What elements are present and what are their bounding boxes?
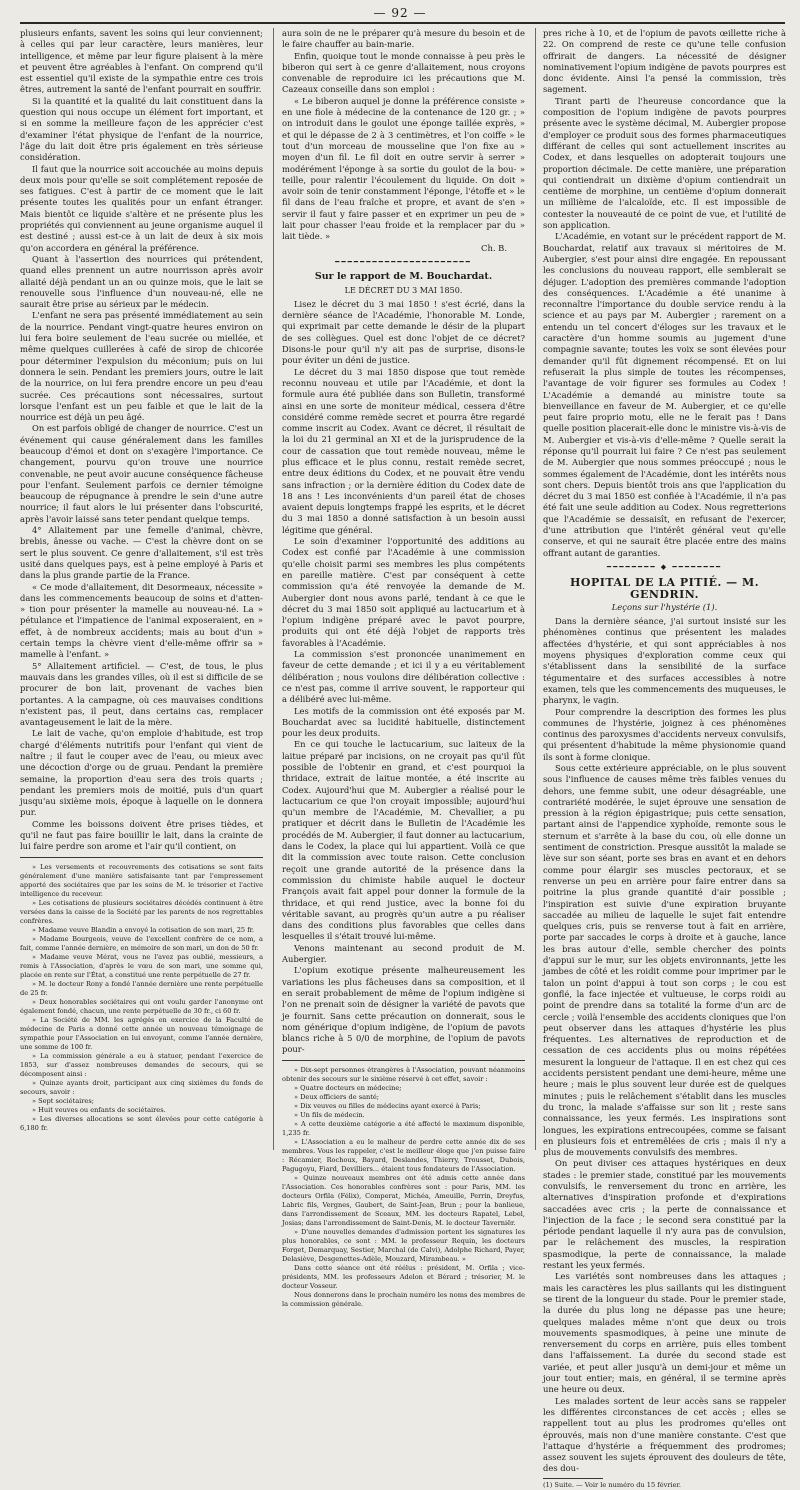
decorative-separator: ━━━━━━━━ ◆ ━━━━━━━━ <box>606 562 723 571</box>
column-2 <box>282 28 525 1308</box>
footnote-line: » Quinze nouveaux membres ont été admis cette année dans l'Association. Ces honorables confrères sont : pour Paris, MM. les docteurs Orfila (Félix), Comperat, Michéa, Ameuille, Perrin, Dreyfus, Labric fils, Vergnes, Gaubert, de Saint-Jean, Brun ; pour la banlieue, dans l'arrondissement de Sceaux, MM. les docteurs Rapatel, Lebel, Josias; dans l'arrondissement de Saint-Denis, M. le docteur Taverniër. <box>282 1173 525 1227</box>
col1-paragraph: L'enfant ne sera pas présenté immédiatement au sein de la nourrice. Pendant vingt-quatre heures environ on lui fera boire seulement de l'eau sucrée ou miellée, et même quelques cuillerées à café de sirop de chicorée pour déterminer l'expulsion du méconium; puis on lui donnera le sein. Pendant les premiers jours, outre le lait de la nourrice, on lui fera prendre encore un peu d'eau sucrée. Ces précautions sont nécessaires, surtout lorsque l'enfant est un peu faible et que le lait de la nourrice est déjà un peu âgé. <box>20 310 263 423</box>
col3-paragraph: Les malades sortent de leur accès sans se rappeler les différentes circonstances de cet accès ; elles se rappellent tout au plus les prodromes qu'elles ont éprouvés, mais non d'une manière constante. C'est que l'attaque d'hystérie a fréquemment des prodromes; assez souvent les sujets éprouvent des douleurs de tête, des dou- <box>543 1395 786 1474</box>
section-title: Sur le rapport de M. Bouchardat. <box>314 271 493 283</box>
footnote-line: » Madame veuve Blandin a envoyé la cotisation de son mari, 25 fr. <box>32 925 255 934</box>
footnote-line: » Dix-sept personnes étrangères à l'Association, pouvant néanmoins obtenir des secours sur le sixième réservé à cet effet, savoir : <box>282 1065 525 1083</box>
footnote-line: » Un fils de médecin. <box>294 1110 365 1119</box>
col1-paragraph: 4° Allaitement par une femelle d'animal, chèvre, brebis, ânesse ou vache. — C'est la chèvre dont on se sert le plus souvent. Ce genre d'allaitement, s'il est très usité dans quelques pays, est à peine employé à Paris et dans la plus grande partie de la France. <box>20 525 263 581</box>
footnote-line: » Huit veuves ou enfants de sociétaires. <box>32 1105 166 1114</box>
col2-paragraph: L'opium exotique présente malheureusement les variations les plus fâcheuses dans sa composition, et il en serait probablement de même de l'opium indigène si l'on ne prenait soin de désigner la variété de pavots que je fournit. Sans cette précaution on donnerait, sous le nom générique d'opium indigène, de l'opium de pavots blancs riche à 5 0/0 de morphine, de l'opium de pavots pour- <box>282 965 525 1055</box>
column-1 <box>20 28 263 1148</box>
footnote-line: » Les cotisations de plusieurs sociétaires décédés continuent à être versées dans la caisse de la Société par les parents de nos regrettables confrères. <box>20 898 263 925</box>
section-title: HOPITAL DE LA PITIÉ. — M. GENDRIN. <box>569 576 760 601</box>
footnote-line: » Les versements et recouvrements des cotisations se sont faits généralement d'une manière satisfaisante tant par l'empressement apporté des sociétaires que par les soins de M. le trésorier et l'active intelligence du receveur. <box>20 862 263 898</box>
col3-paragraph: Dans la dernière séance, j'ai surtout insisté sur les phénomènes continus que présentent les malades affectées d'hystérie, et qui sont appréciables à nos moyens physiques d'exploration comme ceux qui s'établissent dans la sensibilité de la surface tégumentaire et des surfaces accessibles à notre examen, tels que les commencements des muqueuses, le pharynx, le vagin. <box>543 616 786 706</box>
col1-paragraph: plusieurs enfants, savent les soins qui leur conviennent; à celles qui par leur caractère, leurs manières, leur intelligence, et même par leur figure plaisent à la mère et peuvent être agréables à l'enfant. On comprend qu'il est essentiel qu'il existe de la sympathie entre ces trois êtres, autrement la santé de l'enfant pourrait en souffrir. <box>20 28 263 95</box>
col1-paragraph: Quant à l'assertion des nourrices qui prétendent, quand elles prennent un autre nourrisson après avoir allaité déjà pendant un an ou quinze mois, que le lait se renouvelle sous l'influence d'un nouveau-né, elle ne saurait être prise au sérieux par le médecin. <box>20 253 263 310</box>
col2-paragraph: Enfin, quoique tout le monde connaisse à peu près le biberon qui sert à ce genre d'allaitement, nous croyons convenable de reproduire ici les précautions que M. Cazeaux conseille dans son emploi : <box>282 50 525 95</box>
col3-paragraph: Sous cette extérieure appréciable, on le plus souvent sous l'influence de causes même très faibles venues du dehors, une femme subit, une odeur désagréable, une contrariété modérée, le sujet éprouve une sensation de pression à la région épigastrique; puis cette sensation, partant ainsi de l'appendice xyphoïde, remonte sous le sternum et s'arrête à la base du cou, où elle donne un sentiment de constriction. Presque aussitôt la malade se lève sur son séant, porte ses bras en avant et en dehors comme pour élargir ses muscles pectoraux, et se renverse un peu en arrière pour faire entrer dans sa poitrine la plus grande quantité d'air possible ; l'inspiration est suivie d'une expiration bruyante saccadée au milieu de laquelle le sujet fait entendre quelques cris, puis se renverse tout à fait en arrière, porte par saccades le corps à droite et à gauche, lance les bras autour d'elle, semble chercher des points d'appui sur le mur, sur les objets environnants, jette les jambes de côté et les roidit comme pour imprimer par le talon un point d'appui à tout son corps ; le cou est gonflé, la face injectée et vultueuse, le corps roidi au point de prendre dans sa totalité la forme d'un arc de cercle ; voilà l'ensemble des accidents cloniques que l'on peut observer dans les attaques d'hystérie les plus fréquentes. Les alternatives de reproduction et de cessation de ces accidents plus ou moins répétées mesurent la longueur de l'attaque. Il en est chez qui ces accidents persistent pendant une demi-heure, même une heure ; mais le plus souvent leur durée est de quelques minutes ; puis le relâchement s'établit dans les muscles du tronc, la malade s'affaisse sur son lit ; reste sans connaissance, les yeux fermés. Les inspirations sont longues, les expirations entrecoupées, comme se faisant en plusieurs fois et entremêlées de cris ; mais il n'y a plus de mouvements convulsifs des membres. <box>543 763 786 1158</box>
section-subtitle: Leçons sur l'hystérie (1). <box>611 601 718 612</box>
column-divider-2 <box>535 28 536 1150</box>
footnote-line: » Les diverses allocations se sont élevées pour cette catégorie à 6,180 fr. <box>20 1114 263 1132</box>
col2-paragraph: aura soin de ne le préparer qu'à mesure du besoin et de le faire chauffer au bain-marie. <box>282 28 525 50</box>
footnote-line: » D'une nouvelles demandes d'admission portent les signatures les plus honorables, ce sont : MM. le professeur Requin, les docteurs Forget, Demarquay, Sestier, Marchal (de Calvi), Adolphe Richard, Payer, Delasiève, Desgenettes-Adèle, Mouzard, Mirambeau. » <box>282 1227 525 1263</box>
section-subtitle: LE DÉCRET DU 3 MAI 1850. <box>344 285 463 295</box>
col3-paragraph: Tirant parti de l'heureuse concordance que la composition de l'opium indigène de pavots pourpres présente avec le système décimal, M. Aubergier propose d'employer ce produit sous des formes pharmaceutiques différant de celles qui sont actuellement inscrites au Codex, et dans lesquelles on adopterait toujours une proportion décimale. De cette manière, une préparation qui contiendrait un dixième d'opium contiendrait un centième de morphine, un centième d'opium donnerait un millième de l'alcaloïde, etc. Il est impossible de contester la nouveauté de ce point de vue, et l'utilité de son application. <box>543 95 786 231</box>
article-signature: Ch. B. <box>481 242 507 253</box>
col2-paragraph: Le décret du 3 mai 1850 dispose que tout remède reconnu nouveau et utile par l'Académie, et dont la formule aura été publiée dans son Bulletin, transformé ainsi en une sorte de moniteur médical, cessera d'être considéré comme remède secret et pourra être regardé comme inscrit au Codex. Avant ce décret, il résultait de la loi du 21 germinal an XI et de la jurisprudence de la cour de cassation que tout remède nouveau, même le plus efficace et le plus connu, restait remède secret, entre deux éditions du Codex, et ne pouvait être vendu sans infraction ; or la dernière édition du Codex date de 18 ans ! Les inconvénients d'un pareil état de choses avaient depuis longtemps frappé les esprits, et le décret du 3 mai 1850 a donné satisfaction à un besoin aussi légitime que général. <box>282 366 525 535</box>
footnote-line: » Dix veuves ou filles de médecins ayant exercé à Paris; <box>294 1101 481 1110</box>
col3-footnote-rule <box>543 1478 603 1479</box>
footnote-line: (1) Suite. — Voir le numéro du 15 février. <box>543 1480 682 1489</box>
header-rule <box>20 22 785 24</box>
col2-paragraph: Lisez le décret du 3 mai 1850 ! s'est écrié, dans la dernière séance de l'Académie, l'honorable M. Londe, qui exprimait par cette demande le désir de la plupart de ses collègues. Quel est donc l'objet de ce décret? Disons-le pour qu'il n'y ait pas de surprise, disons-le pour éviter un déni de justice. <box>282 298 525 366</box>
footnote-line: » Quinze ayants droit, participant aux cinq sixièmes du fonds de secours, savoir : <box>20 1078 263 1096</box>
col2-footnote-rule <box>282 1060 525 1061</box>
col3-paragraph: On peut diviser ces attaques hystériques en deux stades : le premier stade, constitué par les mouvements convulsifs, le renversement du tronc en arrière, les alternatives d'inspiration profonde et d'expirations saccadées avec cris ; la perte de connaissance et l'injection de la face ; le second sera constitué par la période pendant laquelle il n'y aura pas de convulsion, par le relâchement des muscles, la respiration spasmodique, la perte de connaissance, la malade restant les yeux fermés. <box>543 1158 786 1271</box>
col1-paragraph: « Ce mode d'allaitement, dit Desormeaux, nécessite » dans les commencements beaucoup de soins et d'atten- » tion pour présenter la mamelle au nouveau-né. La » pétulance et l'impatience de l'animal exposeraient, en » effet, à de nombreux accidents; mais au bout d'un » certain temps la chèvre vient d'elle-même offrir sa » mamelle à l'enfant. » <box>20 581 263 660</box>
col3-paragraph: Pour comprendre la description des formes les plus communes de l'hystérie, joignez à ces phénomènes continus des paroxysmes d'accidents nerveux convulsifs, qui présentent d'habitude la même physionomie quand ils sont à forme clonique. <box>543 706 786 762</box>
col2-paragraph: Le soin d'examiner l'opportunité des additions au Codex est confié par l'Académie à une commission qu'elle choisit parmi ses membres les plus compétents en pareille matière. C'est par conséquent à cette commission qu'a été renvoyée la demande de M. Aubergier dont nous avons parlé, tendant à ce que le décret du 3 mai 1850 soit appliqué au lactucarium et à l'opium indigène préparé avec le pavot pourpre, produits qui ont été déjà l'objet de rapports très favorables à l'Académie. <box>282 536 525 648</box>
footnote-line: Dans cette séance ont été réélus : président, M. Orfila ; vice-présidents, MM. les professeurs Adelon et Bérard ; trésorier, M. le docteur Vosseur. <box>282 1263 525 1290</box>
col1-paragraph: 5° Allaitement artificiel. — C'est, de tous, le plus mauvais dans les grandes villes, où il est si difficile de se procurer de bon lait, provenant de vaches bien portantes. A la campagne, où ces mauvaises conditions n'existent pas, il peut, dans certains cas, remplacer avantageusement le lait de la mère. <box>20 660 263 728</box>
col2-footnotes <box>282 1066 525 1309</box>
col2-paragraph: En ce qui touche le lactucarium, suc laiteux de la laitue préparé par incisions, on ne croyait pas qu'il fût possible de l'obtenir en grand, et c'est pourquoi la thridace, extrait de laitue montée, a été inscrite au Codex. Aujourd'hui que M. Aubergier a réalisé pour le lactucarium ce que l'on croyait impossible; aujourd'hui qu'un membre de l'Académie, M. Chevallier, a pu pratiquer et décrit dans le Bulletin de l'Académie les procédés de M. Aubergier, il faut donner au lactucarium, dans le Codex, la place qui lui appartient. Voilà ce que dit la commission avec toute raison. Cette conclusion reçoit une grande autorité de la présence dans la commission du chimiste habile auquel le docteur François avait fait appel pour donner la formule de la thridace, et qui rend justice, avec la bonne foi du véritable savant, au progrès qu'un autre a pu réaliser dans des conditions plus favorables que celles dans lesquelles il s'était trouvé lui-même. <box>282 739 525 942</box>
decorative-separator: ━━━━━━━━━━━━━━━━━━━━━━ <box>335 257 472 266</box>
footnote-line: Nous donnerons dans le prochain numéro les noms des membres de la commission générale. <box>282 1290 525 1308</box>
col1-paragraph: Si la quantité et la qualité du lait constituent dans la question qui nous occupe un élément fort important, et si en somme la meilleure façon de les apprécier c'est d'examiner l'état physique de l'enfant de la nourrice, l'âge du lait doit être pris également en très sérieuse considération. <box>20 95 263 163</box>
footnote-line: » Deux officiers de santé; <box>294 1092 380 1101</box>
footnote-line: » L'Association a eu le malheur de perdre cette année dix de ses membres. Vous les rappeler, c'est le meilleur éloge que j'en puisse faire : Récamier, Rochoux, Bayard, Deslandes, Thierry, Trousset, Dubois, Pagugoyu, Fiard, Devilliers... étaient tous fondateurs de l'Association. <box>282 1137 525 1173</box>
footnote-line: » La commission générale a eu à statuer, pendant l'exercice de 1853, sur d'assez nombreuses demandes de secours, qui se décomposent ainsi : <box>20 1051 263 1078</box>
column-divider-1 <box>273 28 274 1150</box>
footnote-line: » Deux honorables sociétaires qui ont voulu garder l'anonyme ont également fondé, chacun, une rente perpétuelle de 30 fr., ci 60 fr. <box>20 997 263 1015</box>
col1-paragraph: Il faut que la nourrice soit accouchée au moins depuis deux mois pour qu'elle se soit complétement reposée de ses fatigues. C'est à partir de ce moment que le lait présente toutes les qualités pour un enfant étranger. Mais bientôt ce liquide s'altère et ne présente plus les propriétés qui conviennent au jeune organisme auquel il est destiné ; aussi est-ce à un lait de deux à six mois qu'on accordera en général la préférence. <box>20 163 263 253</box>
footnote-line: » A cette deuxième catégorie a été affecté le maximum disponible, 1,235 fr. <box>282 1119 525 1137</box>
col2-paragraph: Venons maintenant au second produit de M. Aubergier. <box>282 942 525 965</box>
col1-paragraph: Comme les boissons doivent être prises tièdes, et qu'il ne faut pas faire bouillir le lait, dans la crainte de lui faire perdre son arome et l'air qu'il contient, on <box>20 818 263 852</box>
col2-quote: « Le biberon auquel je donne la préférence consiste » en une fiole à médecine de la contenance de 120 gr. ; » on introduit dans le goulot une éponge taillée exprès, » et qui le dépasse de 2 à 3 centimètres, et l'on coiffe » le tout d'un morceau de mousseline que l'on fixe au » moyen d'un fil. Le fil doit en outre servir à serrer » modérément l'éponge à sa sortie du goulot de la bou- » teille, pour ralentir l'écoulement du liquide. On doit » avoir soin de tenir constamment l'éponge, l'étoffe et » le fil dans de l'eau fraîche et propre, et avant de s'en » servir il faut y faire passer et en exprimer un peu de » lait pour chasser l'eau froide et la remplacer par du » lait tiède. » <box>282 95 525 242</box>
footnote-line: » Madame Bourgeois, veuve de l'excellent confrère de ce nom, a fait, comme l'année dernière, en mémoire de son mari, un don de 50 fr. <box>20 934 263 952</box>
footnote-line: » Madame veuve Mérat, vous ne l'avez pas oublié, messieurs, a remis à l'Association, d'après le vœu de son mari, une somme qui, placée en rente sur l'État, a constitué une rente perpétuelle de 27 fr. <box>20 952 263 979</box>
col3-paragraph: Les variétés sont nombreuses dans les attaques ; mais les caractères les plus saillants qui les distinguent se tirent de la longueur du stade. Pour le premier stade, la durée du plus long ne dépasse pas une heure; quelques malades même n'ont que deux ou trois mouvements spasmodiques, à peine une minute de renversement du corps en arrière, puis elles tombent dans l'affaissement. La durée du second stade est variée, et peut aller jusqu'à un demi-jour et même un jour tout entier; mais, en général, il se termine après une heure ou deux. <box>543 1271 786 1395</box>
col1-paragraph: Le lait de vache, qu'on emploie d'habitude, est trop chargé d'éléments nutritifs pour l'enfant qui vient de naître ; il faut le couper avec de l'eau, ou mieux avec une décoction d'orge ou de gruau. Pendant la première semaine, la proportion d'eau sera des trois quarts ; pendant les premiers mois de moitié, puis d'un quart jusqu'au sixième mois, époque à laquelle on le donnera pur. <box>20 728 263 818</box>
col1-footnote-rule <box>20 857 263 858</box>
footnote-line: » La Société de MM. les agrégés en exercice de la Faculté de médecine de Paris a donné cette année un nouveau témoignage de sympathie pour l'Association en lui envoyant, comme l'année dernière, une somme de 100 fr. <box>20 1015 263 1051</box>
column-3 <box>543 28 786 1489</box>
col1-paragraph: On est parfois obligé de changer de nourrice. C'est un événement qui cause généralement dans les familles beaucoup d'émoi et dont on s'exagère l'importance. Ce changement, pourvu qu'on trouve une nourrice convenable, ne peut avoir aucune conséquence fâcheuse pour l'enfant. Seulement parfois ce dernier témoigne beaucoup de répugnance à prendre le sein d'une autre nourrice; il faut alors le lui présenter dans l'obscurité, après l'avoir laissé sans teter pendant quelque temps. <box>20 423 263 524</box>
col2-paragraph: Les motifs de la commission ont été exposés par M. Bouchardat avec sa lucidité habituelle, distinctement pour les deux produits. <box>282 705 525 739</box>
col1-footnotes <box>20 863 263 1133</box>
footnote-line: » Quatre docteurs en médecine; <box>294 1083 402 1092</box>
footnote-line: » M. le docteur Rony a fondé l'année dernière une rente perpétuelle de 25 fr. <box>20 979 263 997</box>
col3-paragraph: L'Académie, en votant sur le précédent rapport de M. Bouchardat, relatif aux travaux si méritoires de M. Aubergier, s'est pour ainsi dire engagée. En repoussant les conclusions du nouveau rapport, elle semblerait se déjuger. L'adoption des premières commande l'adoption des conséquences. L'Académie a été unanime à reconnaître l'importance du double service rendu à la science et au pays par M. Aubergier ; rarement on a entendu un tel concert d'éloges sur les travaux et le caractère d'un homme soumis au jugement d'une compagnie savante; toutes les voix se sont élevées pour demander qu'il fût dignement récompensé. Et on lui refuserait la plus simple de toutes les récompenses, l'avantage de voir figurer ses formules au Codex ! L'Académie a demandé au ministre toute sa bienveillance en faveur de M. Aubergier, et ce qu'elle peut faire proprio motu, elle ne le ferait pas ! Dans quelle position placerait-elle donc le ministre vis-à-vis de M. Aubergier et vis-à-vis d'elle-même ? Quelle serait la réponse qu'il pourrait lui faire ? Ce n'est pas seulement de M. Aubergier que nous sommes préoccupé ; nous le sommes également de l'Académie, dont les intérêts nous sont chers. Depuis bientôt trois ans que l'application du décret du 3 mai 1850 est confiée à l'Académie, il n'a pas été fait une seule addition au Codex. Nous regretterions que l'Académie se dessaisît, en refusant de l'exercer, d'une attribution que l'intérêt général veut qu'elle conserve, et qui ne saurait être placée entre des mains offrant autant de garanties. <box>543 231 786 558</box>
footnote-line: » Sept sociétaires; <box>32 1096 94 1105</box>
col3-paragraph: pres riche à 10, et de l'opium de pavots œillette riche à 22. On comprend de reste ce qu'une telle confusion offrirait de dangers. La nécessité de désigner nominativement l'opium indigène de pavots pourpres est donc évidente. Ainsi l'a pensé la commission, très sagement. <box>543 28 786 95</box>
col2-paragraph: La commission s'est prononcée unanimement en faveur de cette demande ; et ici il y a eu véritablement délibération ; nous voulons dire délibération collective : ce n'est pas, comme il arrive souvent, le rapporteur qui a délibéré avec lui-même. <box>282 649 525 705</box>
page-number: — 92 — <box>373 6 427 20</box>
